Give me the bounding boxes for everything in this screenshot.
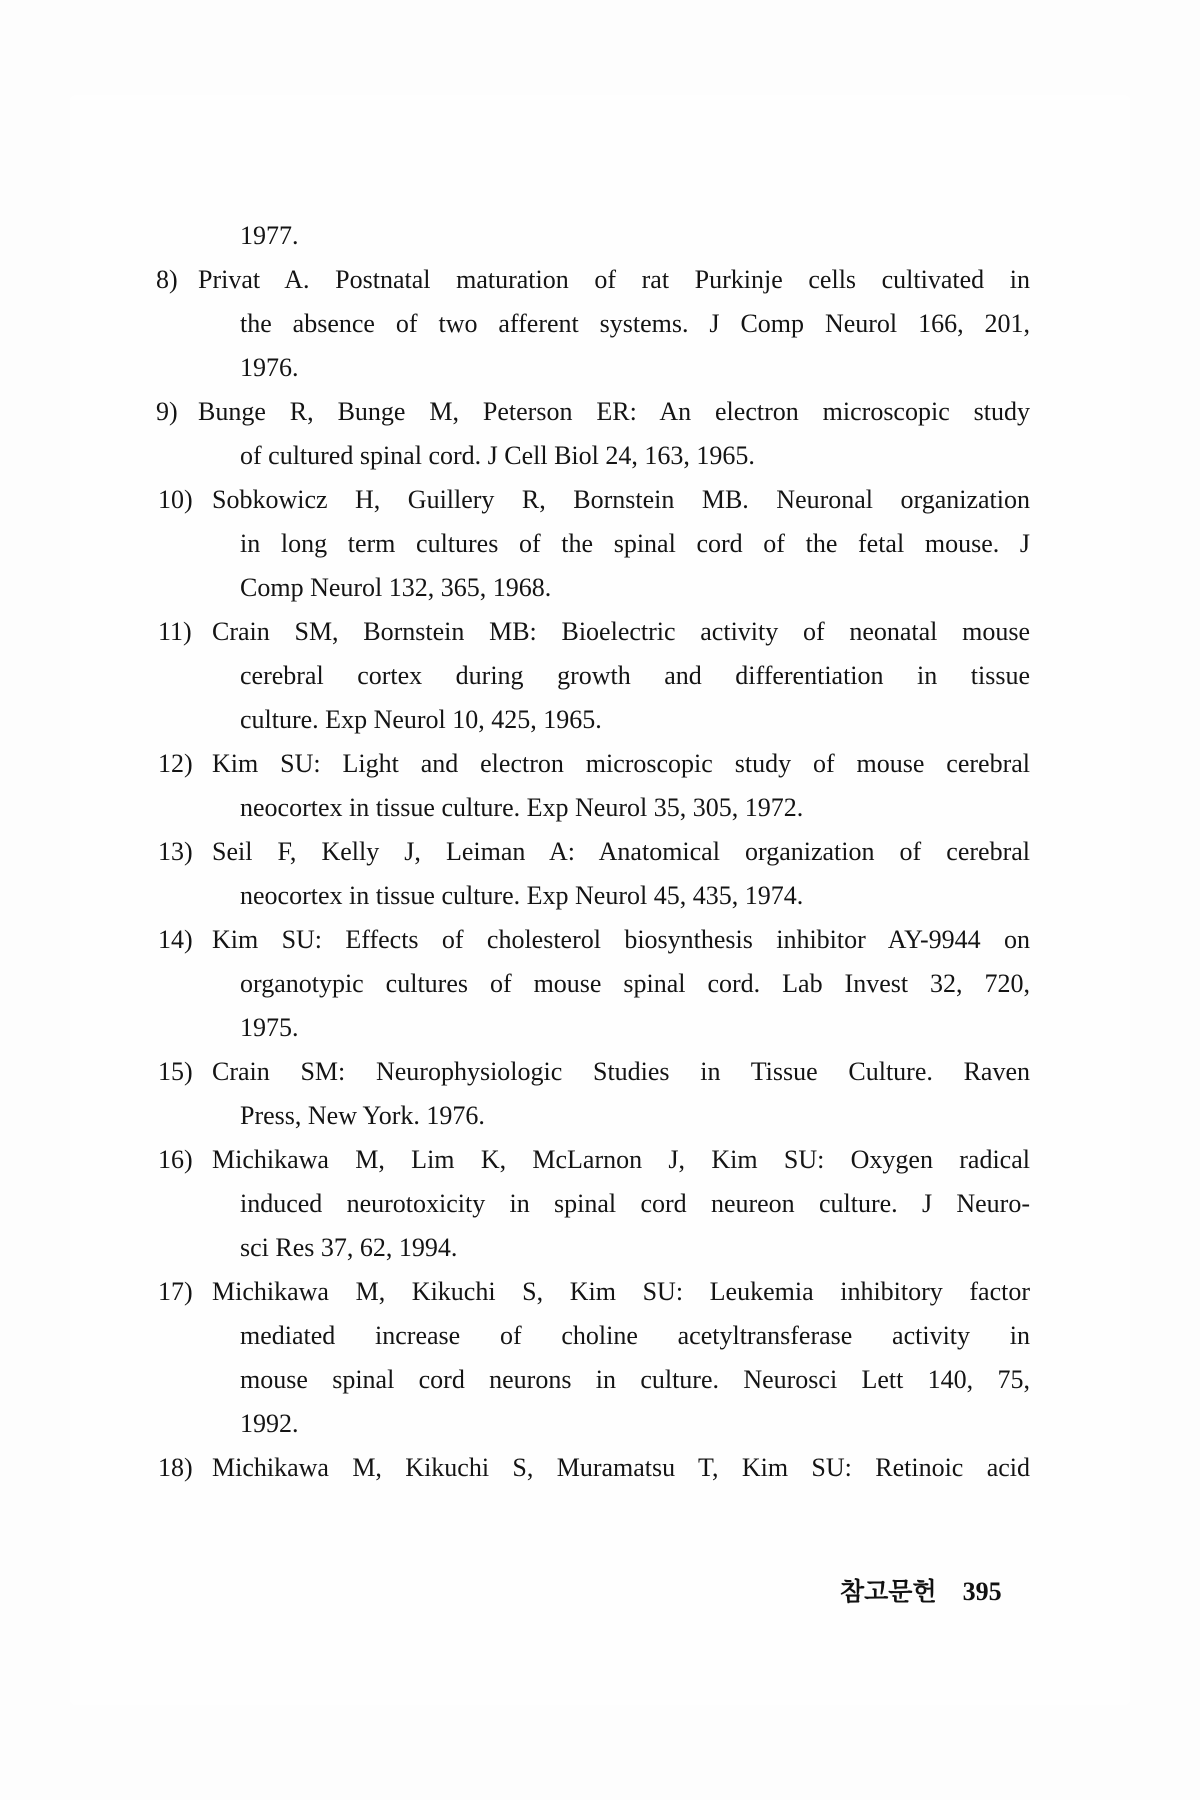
reference-line: 1976. xyxy=(240,353,299,382)
reference-line: cerebral cortex during growth and differentiation in tissue xyxy=(240,661,1030,690)
reference-line: culture. Exp Neurol 10, 425, 1965. xyxy=(240,705,602,734)
reference-number: 8) xyxy=(156,265,178,294)
reference-line: mediated increase of choline acetyltransferase activity in xyxy=(240,1321,1030,1350)
reference-line: Crain SM: Neurophysiologic Studies in Tissue Culture. Raven xyxy=(212,1057,1030,1086)
reference-line: Seil F, Kelly J, Leiman A: Anatomical organization of cerebral xyxy=(212,837,1030,866)
reference-line: Michikawa M, Lim K, McLarnon J, Kim SU: Oxygen radical xyxy=(212,1145,1030,1174)
reference-line: 1977. xyxy=(240,221,299,250)
reference-line: Michikawa M, Kikuchi S, Kim SU: Leukemia inhibitory factor xyxy=(212,1277,1030,1306)
page-footer xyxy=(840,1572,1002,1608)
reference-number: 12) xyxy=(158,749,193,778)
reference-line: Kim SU: Effects of cholesterol biosynthesis inhibitor AY-9944 on xyxy=(212,925,1030,954)
reference-number: 15) xyxy=(158,1057,193,1086)
reference-number: 11) xyxy=(158,617,192,646)
reference-line: of cultured spinal cord. J Cell Biol 24, 163, 1965. xyxy=(240,441,755,470)
reference-line: Crain SM, Bornstein MB: Bioelectric activity of neonatal mouse xyxy=(212,617,1030,646)
reference-number: 9) xyxy=(156,397,178,426)
reference-line: neocortex in tissue culture. Exp Neurol 35, 305, 1972. xyxy=(240,793,804,822)
reference-number: 14) xyxy=(158,925,193,954)
reference-line: 1992. xyxy=(240,1409,299,1438)
reference-line: Kim SU: Light and electron microscopic study of mouse cerebral xyxy=(212,749,1030,778)
reference-line: in long term cultures of the spinal cord of the fetal mouse. J xyxy=(240,529,1030,558)
reference-line: organotypic cultures of mouse spinal cord. Lab Invest 32, 720, xyxy=(240,969,1030,998)
reference-list xyxy=(0,214,1200,1490)
reference-number: 10) xyxy=(158,485,193,514)
reference-line: 1975. xyxy=(240,1013,299,1042)
reference-line: Comp Neurol 132, 365, 1968. xyxy=(240,573,552,602)
reference-line: Privat A. Postnatal maturation of rat Purkinje cells cultivated in xyxy=(198,265,1030,294)
reference-line: neocortex in tissue culture. Exp Neurol 45, 435, 1974. xyxy=(240,881,804,910)
reference-line: Sobkowicz H, Guillery R, Bornstein MB. Neuronal organization xyxy=(212,485,1030,514)
reference-line: Bunge R, Bunge M, Peterson ER: An electron microscopic study xyxy=(198,397,1030,426)
reference-number: 16) xyxy=(158,1145,193,1174)
page-number: 395 xyxy=(962,1577,1002,1606)
reference-line: sci Res 37, 62, 1994. xyxy=(240,1233,458,1262)
reference-line: the absence of two afferent systems. J Comp Neurol 166, 201, xyxy=(240,309,1030,338)
reference-line: mouse spinal cord neurons in culture. Neurosci Lett 140, 75, xyxy=(240,1365,1030,1394)
reference-number: 13) xyxy=(158,837,193,866)
reference-line: Michikawa M, Kikuchi S, Muramatsu T, Kim SU: Retinoic acid xyxy=(212,1453,1030,1482)
reference-line: Press, New York. 1976. xyxy=(240,1101,485,1130)
reference-number: 17) xyxy=(158,1277,193,1306)
footer-section-title: 참고문헌 xyxy=(840,1577,937,1606)
reference-number: 18) xyxy=(158,1453,193,1482)
reference-line: induced neurotoxicity in spinal cord neureon culture. J Neuro- xyxy=(240,1189,1030,1218)
